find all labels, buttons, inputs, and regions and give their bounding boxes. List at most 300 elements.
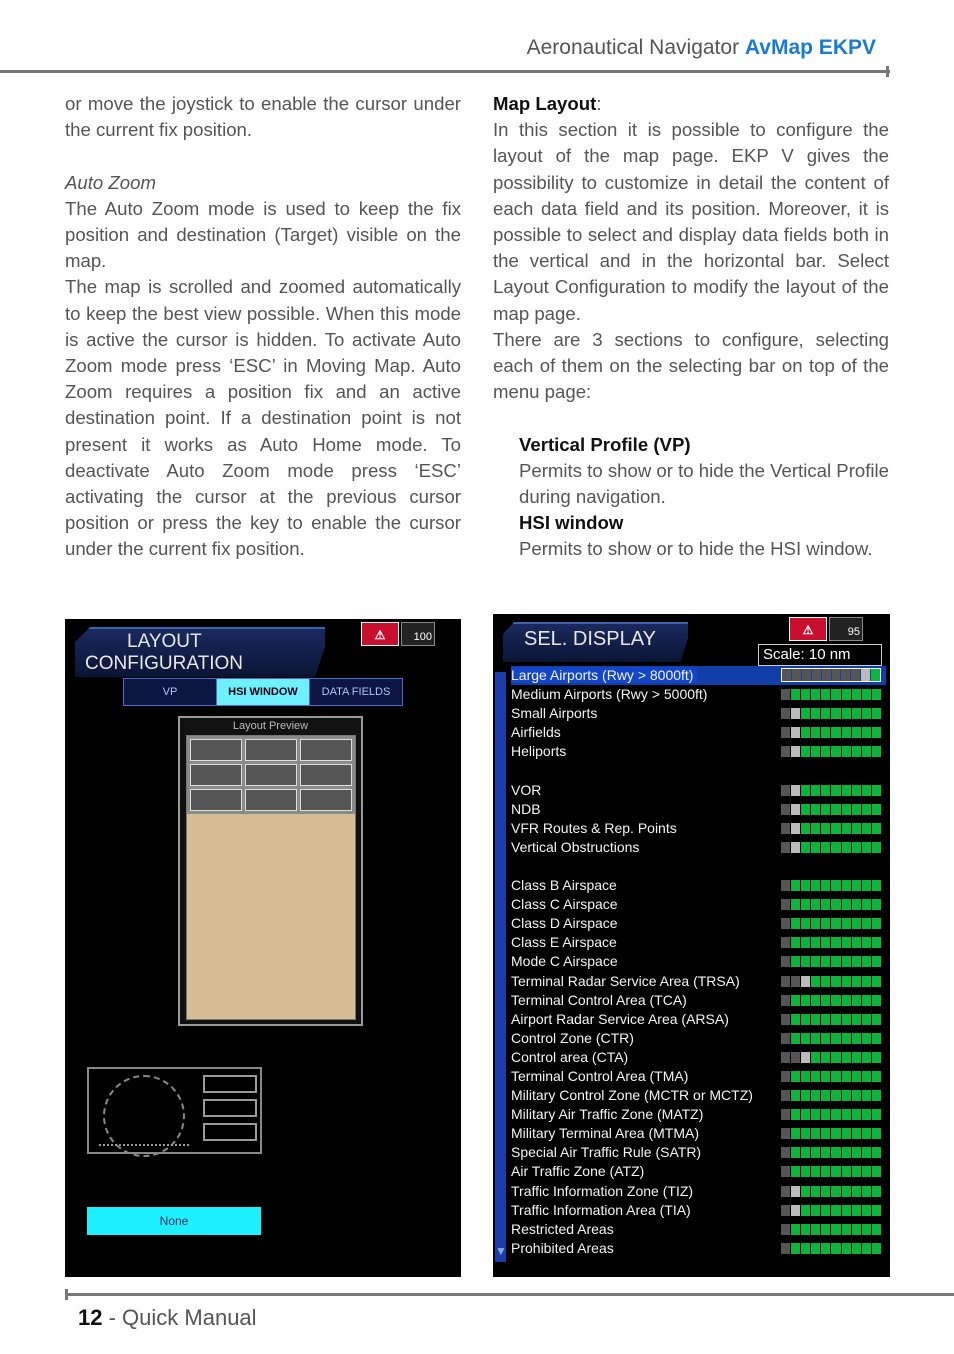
zoom-level-segment bbox=[852, 785, 861, 796]
zoom-level-segment bbox=[852, 708, 861, 719]
zoom-level-segment bbox=[862, 1128, 871, 1139]
list-spacer bbox=[511, 857, 886, 876]
list-item-label: Medium Airports (Rwy > 5000ft) bbox=[511, 686, 708, 703]
zoom-level-segment bbox=[791, 937, 800, 948]
zoom-level-segment bbox=[821, 995, 830, 1006]
zoom-level-segment bbox=[792, 669, 801, 681]
zoom-level-segment bbox=[781, 1090, 790, 1101]
zoom-level-segment bbox=[791, 1224, 800, 1235]
zoom-level-segment bbox=[801, 1128, 810, 1139]
zoom-level-segment bbox=[831, 956, 840, 967]
zoom-level-segment bbox=[821, 1090, 830, 1101]
zoom-level-segment bbox=[831, 937, 840, 948]
zoom-level-bar[interactable] bbox=[781, 899, 881, 910]
list-item-label: Mode C Airspace bbox=[511, 953, 618, 970]
zoom-level-segment bbox=[851, 669, 860, 681]
zoom-level-segment bbox=[801, 1205, 810, 1216]
zoom-level-segment bbox=[801, 746, 810, 757]
list-item[interactable] bbox=[511, 800, 886, 819]
zoom-level-segment bbox=[781, 956, 790, 967]
zoom-level-bar[interactable] bbox=[781, 1033, 881, 1044]
zoom-level-segment bbox=[862, 785, 871, 796]
zoom-level-segment bbox=[801, 1090, 810, 1101]
zoom-level-segment bbox=[801, 899, 810, 910]
zoom-level-bar[interactable] bbox=[781, 842, 881, 853]
zoom-level-segment bbox=[781, 899, 790, 910]
zoom-level-segment bbox=[801, 1014, 810, 1025]
list-item-label: VFR Routes & Rep. Points bbox=[511, 819, 677, 836]
zoom-level-segment bbox=[862, 842, 871, 853]
preview-field bbox=[245, 764, 297, 786]
zoom-level-segment bbox=[852, 1243, 861, 1254]
zoom-level-segment bbox=[821, 1071, 830, 1082]
zoom-level-bar[interactable] bbox=[781, 1090, 881, 1101]
zoom-level-segment bbox=[872, 956, 881, 967]
zoom-level-segment bbox=[781, 823, 790, 834]
zoom-level-segment bbox=[862, 746, 871, 757]
tab-hsi-window[interactable]: HSI WINDOW bbox=[216, 679, 309, 705]
battery-level: 95 bbox=[829, 617, 863, 641]
zoom-level-segment bbox=[801, 689, 810, 700]
right-paragraph-1: In this section it is possible to configure the layout of the map page. EKP V gives the possibility to customize in detail the content of each data field and its position. Moreover, it is possible to select and display data fields both in the vertical and in the horizontal bar. Select Layout Configuration to modify the layout of the map page. bbox=[493, 119, 889, 324]
zoom-level-segment bbox=[821, 1186, 830, 1197]
zoom-level-segment bbox=[831, 689, 840, 700]
zoom-level-segment bbox=[811, 1014, 820, 1025]
zoom-level-segment bbox=[811, 1205, 820, 1216]
list-item[interactable] bbox=[511, 838, 886, 857]
zoom-level-segment bbox=[801, 976, 810, 987]
zoom-level-segment bbox=[852, 1166, 861, 1177]
zoom-level-segment bbox=[791, 804, 800, 815]
zoom-level-segment bbox=[791, 689, 800, 700]
zoom-level-segment bbox=[781, 1166, 790, 1177]
preview-field bbox=[190, 764, 242, 786]
zoom-level-segment bbox=[801, 842, 810, 853]
zoom-level-segment bbox=[872, 899, 881, 910]
list-item-label: Airfields bbox=[511, 724, 561, 741]
zoom-level-segment bbox=[831, 842, 840, 853]
list-item[interactable] bbox=[511, 1239, 886, 1258]
zoom-level-segment bbox=[862, 1014, 871, 1025]
list-item-label: Air Traffic Zone (ATZ) bbox=[511, 1163, 645, 1180]
zoom-level-segment bbox=[812, 669, 821, 681]
zoom-level-segment bbox=[831, 880, 840, 891]
list-item[interactable] bbox=[511, 991, 886, 1010]
list-item[interactable] bbox=[511, 666, 886, 685]
zoom-level-segment bbox=[852, 1014, 861, 1025]
zoom-level-segment bbox=[811, 842, 820, 853]
list-item[interactable] bbox=[511, 723, 886, 742]
zoom-level-bar[interactable] bbox=[781, 1052, 881, 1063]
zoom-level-bar[interactable] bbox=[781, 804, 881, 815]
zoom-level-segment bbox=[811, 708, 820, 719]
zoom-level-segment bbox=[811, 995, 820, 1006]
zoom-level-bar[interactable] bbox=[781, 976, 881, 987]
list-item[interactable] bbox=[511, 742, 886, 761]
list-item-label: Military Terminal Area (MTMA) bbox=[511, 1125, 699, 1142]
zoom-level-segment bbox=[842, 1224, 851, 1235]
zoom-level-bar[interactable] bbox=[781, 785, 881, 796]
zoom-level-segment bbox=[821, 842, 830, 853]
zoom-level-segment bbox=[781, 689, 790, 700]
zoom-level-segment bbox=[801, 995, 810, 1006]
zoom-level-bar[interactable] bbox=[781, 956, 881, 967]
footer-rule bbox=[65, 1293, 954, 1296]
zoom-level-segment bbox=[862, 689, 871, 700]
list-item[interactable] bbox=[511, 933, 886, 952]
zoom-level-segment bbox=[842, 1071, 851, 1082]
zoom-level-segment bbox=[842, 1014, 851, 1025]
zoom-level-bar[interactable] bbox=[781, 1128, 881, 1139]
zoom-level-segment bbox=[872, 918, 881, 929]
list-item[interactable] bbox=[511, 1143, 886, 1162]
list-item[interactable] bbox=[511, 685, 886, 704]
list-item[interactable] bbox=[511, 952, 886, 971]
list-item-label: Traffic Information Zone (TIZ) bbox=[511, 1182, 694, 1199]
zoom-level-segment bbox=[801, 1147, 810, 1158]
zoom-level-segment bbox=[841, 669, 850, 681]
zoom-level-segment bbox=[791, 976, 800, 987]
zoom-level-segment bbox=[842, 1205, 851, 1216]
list-item[interactable] bbox=[511, 704, 886, 723]
zoom-level-segment bbox=[821, 1052, 830, 1063]
tab-vp[interactable]: VP bbox=[124, 679, 216, 705]
zoom-level-segment bbox=[872, 1014, 881, 1025]
zoom-level-segment bbox=[842, 842, 851, 853]
header-brand: AvMap EKPV bbox=[744, 36, 876, 59]
right-column bbox=[493, 91, 889, 563]
zoom-level-segment bbox=[872, 804, 881, 815]
list-item[interactable] bbox=[511, 1086, 886, 1105]
zoom-level-segment bbox=[872, 1090, 881, 1101]
header-rule bbox=[0, 70, 890, 73]
zoom-level-segment bbox=[852, 918, 861, 929]
list-item-label: Control Zone (CTR) bbox=[511, 1029, 634, 1046]
warning-icon: ⚠ bbox=[361, 622, 399, 646]
list-item-label: Prohibited Areas bbox=[511, 1239, 614, 1256]
zoom-level-segment bbox=[821, 1166, 830, 1177]
layout-preview bbox=[178, 716, 363, 1026]
zoom-level-segment bbox=[811, 976, 820, 987]
zoom-level-segment bbox=[781, 1205, 790, 1216]
zoom-level-segment bbox=[842, 1166, 851, 1177]
zoom-level-segment bbox=[791, 823, 800, 834]
zoom-level-segment bbox=[801, 1224, 810, 1235]
battery-level: 100 bbox=[401, 622, 435, 646]
list-item-label: Class D Airspace bbox=[511, 915, 618, 932]
list-item[interactable] bbox=[511, 876, 886, 895]
zoom-level-segment bbox=[821, 1109, 830, 1120]
zoom-level-segment bbox=[791, 1243, 800, 1254]
header-rule-tick bbox=[886, 66, 889, 77]
page-number: 12 bbox=[78, 1305, 103, 1330]
screen-title-line-2: CONFIGURATION bbox=[85, 653, 243, 674]
zoom-level-segment bbox=[852, 1109, 861, 1120]
zoom-level-bar[interactable] bbox=[781, 689, 881, 700]
zoom-level-segment bbox=[791, 1071, 800, 1082]
zoom-level-segment bbox=[872, 746, 881, 757]
zoom-level-segment bbox=[872, 785, 881, 796]
list-item-label: Control area (CTA) bbox=[511, 1048, 629, 1065]
hsi-window-option[interactable] bbox=[87, 1067, 262, 1154]
zoom-level-segment bbox=[862, 1071, 871, 1082]
list-item[interactable] bbox=[511, 1220, 886, 1239]
list-item[interactable] bbox=[511, 1010, 886, 1029]
zoom-level-segment bbox=[852, 1090, 861, 1101]
zoom-level-segment bbox=[821, 1205, 830, 1216]
list-item[interactable] bbox=[511, 1105, 886, 1124]
zoom-level-bar[interactable] bbox=[781, 918, 881, 929]
hsi-field bbox=[203, 1075, 257, 1093]
zoom-level-bar[interactable] bbox=[781, 823, 881, 834]
zoom-level-segment bbox=[872, 880, 881, 891]
zoom-level-segment bbox=[791, 1033, 800, 1044]
zoom-level-segment bbox=[802, 669, 811, 681]
zoom-level-segment bbox=[862, 1243, 871, 1254]
zoom-level-bar[interactable] bbox=[781, 1166, 881, 1177]
zoom-level-segment bbox=[781, 842, 790, 853]
zoom-level-segment bbox=[842, 823, 851, 834]
zoom-level-segment bbox=[791, 1186, 800, 1197]
zoom-level-segment bbox=[811, 1147, 820, 1158]
zoom-level-segment bbox=[811, 1243, 820, 1254]
zoom-level-segment bbox=[811, 1109, 820, 1120]
zoom-level-segment bbox=[842, 1052, 851, 1063]
zoom-level-segment bbox=[781, 1128, 790, 1139]
zoom-level-segment bbox=[862, 1090, 871, 1101]
zoom-level-segment bbox=[852, 937, 861, 948]
zoom-level-segment bbox=[842, 804, 851, 815]
list-item-label: Airport Radar Service Area (ARSA) bbox=[511, 1010, 729, 1027]
zoom-level-segment bbox=[872, 1186, 881, 1197]
zoom-level-segment bbox=[852, 804, 861, 815]
layout-configuration-screenshot bbox=[65, 619, 461, 1277]
zoom-level-segment bbox=[811, 1166, 820, 1177]
zoom-level-segment bbox=[831, 1147, 840, 1158]
zoom-level-segment bbox=[781, 918, 790, 929]
zoom-level-segment bbox=[821, 746, 830, 757]
zoom-level-segment bbox=[872, 1071, 881, 1082]
auto-zoom-heading: Auto Zoom bbox=[65, 171, 156, 193]
zoom-level-segment bbox=[811, 918, 820, 929]
zoom-level-segment bbox=[831, 708, 840, 719]
zoom-level-segment bbox=[872, 842, 881, 853]
zoom-level-segment bbox=[791, 995, 800, 1006]
footer-rule-tick bbox=[65, 1289, 68, 1300]
zoom-level-segment bbox=[811, 880, 820, 891]
list-item-label: Class B Airspace bbox=[511, 877, 617, 894]
list-item-label: Restricted Areas bbox=[511, 1220, 614, 1237]
zoom-level-bar[interactable] bbox=[781, 1205, 881, 1216]
zoom-level-segment bbox=[842, 1243, 851, 1254]
zoom-level-bar[interactable] bbox=[781, 880, 881, 891]
zoom-level-segment bbox=[791, 1052, 800, 1063]
hsi-field bbox=[203, 1123, 257, 1141]
zoom-level-segment bbox=[831, 746, 840, 757]
zoom-level-segment bbox=[852, 880, 861, 891]
zoom-level-bar[interactable] bbox=[781, 995, 881, 1006]
zoom-level-segment bbox=[872, 1128, 881, 1139]
zoom-level-segment bbox=[831, 1128, 840, 1139]
zoom-level-segment bbox=[831, 1205, 840, 1216]
zoom-level-segment bbox=[872, 976, 881, 987]
zoom-level-segment bbox=[842, 1186, 851, 1197]
zoom-level-segment bbox=[781, 1033, 790, 1044]
zoom-level-segment bbox=[822, 669, 831, 681]
zoom-level-segment bbox=[811, 1224, 820, 1235]
zoom-level-bar[interactable] bbox=[781, 1243, 881, 1254]
zoom-level-segment bbox=[852, 1052, 861, 1063]
zoom-level-segment bbox=[862, 1224, 871, 1235]
zoom-level-bar[interactable] bbox=[781, 1071, 881, 1082]
zoom-level-segment bbox=[862, 1186, 871, 1197]
zoom-level-segment bbox=[821, 1147, 830, 1158]
zoom-level-segment bbox=[811, 727, 820, 738]
zoom-level-segment bbox=[781, 708, 790, 719]
zoom-level-segment bbox=[872, 937, 881, 948]
list-item[interactable] bbox=[511, 781, 886, 800]
preview-field bbox=[300, 789, 352, 811]
zoom-level-segment bbox=[821, 785, 830, 796]
list-item[interactable] bbox=[511, 1162, 886, 1181]
list-item-label: Military Control Zone (MCTR or MCTZ) bbox=[511, 1087, 753, 1104]
zoom-level-segment bbox=[831, 804, 840, 815]
list-item[interactable] bbox=[511, 914, 886, 933]
list-item[interactable] bbox=[511, 1029, 886, 1048]
zoom-level-segment bbox=[801, 1033, 810, 1044]
list-spacer bbox=[511, 761, 886, 780]
zoom-level-bar[interactable] bbox=[781, 1109, 881, 1120]
zoom-level-segment bbox=[781, 937, 790, 948]
left-paragraph-1: or move the joystick to enable the cursor under the current fix position. bbox=[65, 93, 461, 141]
zoom-level-segment bbox=[791, 785, 800, 796]
zoom-level-segment bbox=[811, 899, 820, 910]
zoom-level-segment bbox=[831, 1166, 840, 1177]
zoom-level-segment bbox=[821, 1224, 830, 1235]
preview-field bbox=[190, 789, 242, 811]
list-item-label: Vertical Obstructions bbox=[511, 838, 640, 855]
status-indicators bbox=[789, 617, 863, 641]
zoom-level-segment bbox=[852, 823, 861, 834]
footer-separator: - bbox=[102, 1305, 123, 1330]
tab-data-fields[interactable]: DATA FIELDS bbox=[309, 679, 402, 705]
list-item[interactable] bbox=[511, 1124, 886, 1143]
zoom-level-segment bbox=[871, 669, 880, 681]
zoom-level-segment bbox=[862, 1052, 871, 1063]
list-item[interactable] bbox=[511, 972, 886, 991]
zoom-level-segment bbox=[831, 1033, 840, 1044]
zoom-level-segment bbox=[842, 1147, 851, 1158]
zoom-level-bar[interactable] bbox=[781, 937, 881, 948]
zoom-level-bar[interactable] bbox=[781, 668, 881, 682]
zoom-level-segment bbox=[862, 823, 871, 834]
list-item[interactable] bbox=[511, 1048, 886, 1067]
zoom-level-segment bbox=[862, 1109, 871, 1120]
zoom-level-segment bbox=[831, 976, 840, 987]
none-button[interactable]: None bbox=[87, 1207, 261, 1235]
zoom-level-segment bbox=[842, 785, 851, 796]
zoom-level-segment bbox=[842, 727, 851, 738]
list-item-label: Traffic Information Area (TIA) bbox=[511, 1201, 691, 1218]
zoom-level-segment bbox=[801, 918, 810, 929]
zoom-level-bar[interactable] bbox=[781, 1147, 881, 1158]
zoom-level-bar[interactable] bbox=[781, 1014, 881, 1025]
sel-display-screenshot bbox=[493, 614, 890, 1277]
zoom-level-bar[interactable] bbox=[781, 727, 881, 738]
zoom-level-segment bbox=[811, 823, 820, 834]
scroll-down-icon[interactable]: ▼ bbox=[495, 1244, 507, 1258]
zoom-level-segment bbox=[872, 995, 881, 1006]
zoom-level-segment bbox=[791, 842, 800, 853]
zoom-level-segment bbox=[781, 1109, 790, 1120]
zoom-level-segment bbox=[801, 1186, 810, 1197]
zoom-level-segment bbox=[811, 1090, 820, 1101]
zoom-level-bar[interactable] bbox=[781, 746, 881, 757]
scrollbar[interactable] bbox=[495, 672, 506, 1262]
zoom-level-segment bbox=[832, 669, 841, 681]
zoom-level-segment bbox=[781, 804, 790, 815]
zoom-level-segment bbox=[862, 899, 871, 910]
list-item[interactable] bbox=[511, 1201, 886, 1220]
vp-heading: Vertical Profile (VP) bbox=[519, 433, 691, 455]
left-column bbox=[65, 91, 461, 563]
zoom-level-segment bbox=[831, 727, 840, 738]
zoom-level-segment bbox=[821, 1128, 830, 1139]
list-item[interactable] bbox=[511, 819, 886, 838]
zoom-level-segment bbox=[781, 785, 790, 796]
zoom-level-bar[interactable] bbox=[781, 708, 881, 719]
zoom-level-segment bbox=[831, 785, 840, 796]
zoom-level-bar[interactable] bbox=[781, 1224, 881, 1235]
zoom-level-segment bbox=[811, 937, 820, 948]
zoom-level-segment bbox=[842, 937, 851, 948]
warning-icon: ⚠ bbox=[789, 617, 827, 641]
list-item-label: VOR bbox=[511, 781, 542, 798]
zoom-level-segment bbox=[801, 1243, 810, 1254]
zoom-level-segment bbox=[781, 727, 790, 738]
zoom-level-segment bbox=[842, 708, 851, 719]
status-indicators bbox=[361, 622, 435, 646]
zoom-level-segment bbox=[852, 1205, 861, 1216]
list-item[interactable] bbox=[511, 1182, 886, 1201]
page-footer bbox=[78, 1305, 257, 1331]
zoom-level-segment bbox=[842, 956, 851, 967]
zoom-level-segment bbox=[872, 1243, 881, 1254]
list-item[interactable] bbox=[511, 895, 886, 914]
scale-readout: Scale: 10 nm bbox=[758, 644, 882, 666]
zoom-level-segment bbox=[781, 746, 790, 757]
zoom-level-segment bbox=[781, 1243, 790, 1254]
layout-preview-map bbox=[186, 735, 356, 1020]
zoom-level-segment bbox=[801, 880, 810, 891]
zoom-level-segment bbox=[811, 1186, 820, 1197]
list-item[interactable] bbox=[511, 1067, 886, 1086]
hsi-field bbox=[203, 1099, 257, 1117]
zoom-level-segment bbox=[852, 1186, 861, 1197]
map-layout-colon: : bbox=[596, 93, 602, 114]
zoom-level-segment bbox=[852, 842, 861, 853]
zoom-level-segment bbox=[872, 1205, 881, 1216]
list-item-label: Special Air Traffic Rule (SATR) bbox=[511, 1144, 702, 1161]
zoom-level-segment bbox=[821, 708, 830, 719]
zoom-level-segment bbox=[862, 727, 871, 738]
zoom-level-segment bbox=[852, 1033, 861, 1044]
zoom-level-segment bbox=[791, 746, 800, 757]
zoom-level-bar[interactable] bbox=[781, 1186, 881, 1197]
zoom-level-segment bbox=[801, 1166, 810, 1177]
zoom-level-segment bbox=[801, 1052, 810, 1063]
zoom-level-segment bbox=[831, 995, 840, 1006]
